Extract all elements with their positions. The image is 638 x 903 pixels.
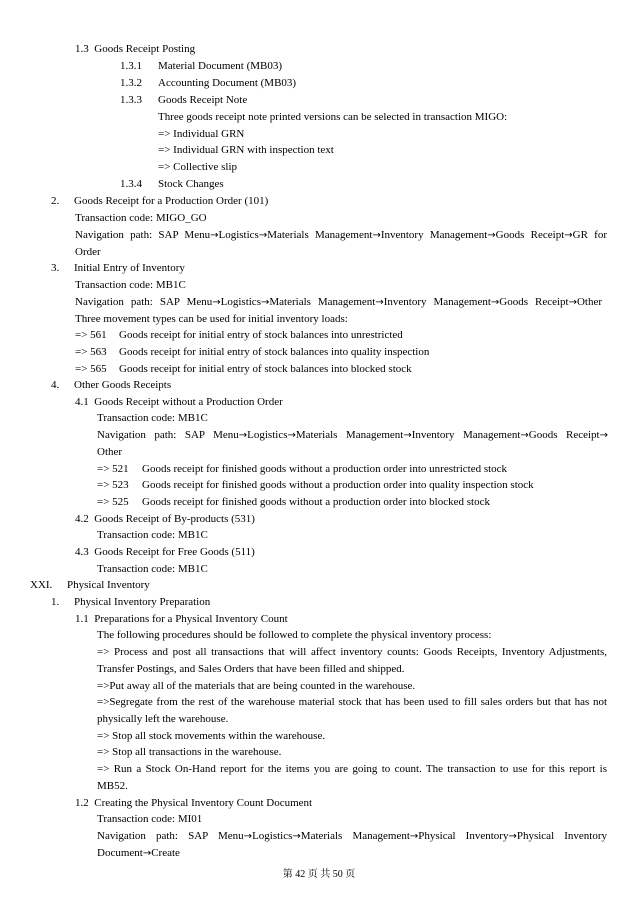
section-number: 1.1 (75, 613, 89, 625)
arrow-icon: → (487, 230, 496, 241)
section-number: 3. (51, 262, 60, 274)
section-4-3-heading (75, 545, 255, 559)
arrow-icon: → (210, 230, 219, 241)
navigation-path (75, 228, 607, 243)
nav-step: Materials Management (300, 830, 410, 842)
procedure-step: => Process and post all transactions that will affect inventory counts: Goods Receipts, Inventory Adjustments, (97, 646, 607, 658)
arrow-icon: → (490, 297, 500, 308)
navigation-path (75, 295, 602, 310)
section-title: Physical Inventory Preparation (74, 596, 211, 608)
transaction-code: Transaction code: MB1C (97, 563, 208, 575)
navigation-path-continued (97, 846, 180, 861)
transaction-code: Transaction code: MB1C (75, 279, 186, 291)
navigation-path-continued: Order (75, 246, 101, 258)
nav-step: Materials Management (267, 229, 373, 241)
transaction-code: Transaction code: MB1C (97, 412, 208, 424)
movement-type-row (97, 478, 534, 492)
subsection-title: Goods Receipt Note (158, 94, 248, 106)
procedure-step-continued: Transfer Postings, and Sales Orders that have been filled and shipped. (97, 663, 405, 675)
nav-step: Logistics (220, 296, 261, 308)
arrow-icon: → (243, 831, 253, 842)
nav-step: Inventory Management (383, 296, 491, 308)
nav-step: Inventory Management (411, 429, 521, 441)
section-number: 2. (51, 195, 60, 207)
movement-type-row (97, 462, 507, 476)
movement-type-row (75, 345, 429, 359)
section-1-heading (51, 595, 210, 609)
navigation-path-continued: Other (97, 446, 123, 458)
subsection-number: 1.3.4 (120, 178, 142, 190)
arrow-icon: → (260, 297, 270, 308)
procedure-step: => Stop all stock movements within the warehouse. (97, 730, 326, 742)
movement-code: => 525 (97, 496, 129, 508)
nav-step: Logistics (252, 830, 293, 842)
movement-intro: Three movement types can be used for initial inventory loads: (75, 313, 348, 325)
movement-text: Goods receipt for finished goods without a production order into quality inspection stock (142, 479, 534, 491)
nav-step: Goods Receipt (495, 229, 565, 241)
movement-code: => 521 (97, 463, 129, 475)
arrow-icon: → (375, 297, 384, 308)
section-number: 4.3 (75, 546, 89, 558)
subsection-1-3-4 (120, 177, 224, 191)
navigation-path (97, 428, 608, 443)
nav-step: Physical Inventory (516, 830, 608, 842)
section-4-2-heading (75, 512, 255, 526)
arrow-icon: → (403, 430, 412, 441)
nav-step: Logistics (218, 229, 259, 241)
nav-step: Physical Inventory (418, 830, 509, 842)
subsection-1-3-2 (120, 76, 296, 90)
section-title: Preparations for a Physical Inventory Count (94, 613, 288, 625)
arrow-icon: → (212, 297, 221, 308)
arrow-icon: → (599, 430, 608, 441)
movement-code: => 565 (75, 363, 107, 375)
movement-code: => 561 (75, 329, 107, 341)
grn-option: => Individual GRN with inspection text (158, 144, 334, 156)
nav-prefix: Navigation path: SAP Menu (97, 830, 244, 842)
transaction-code: Transaction code: MB1C (97, 529, 208, 541)
movement-type-row (75, 362, 412, 376)
section-title: Creating the Physical Inventory Count Document (94, 797, 313, 809)
nav-step: Logistics (247, 429, 288, 441)
subsection-number: 1.3.2 (120, 77, 142, 89)
section-1-2-heading (75, 796, 312, 810)
nav-step: Create (151, 847, 180, 859)
subsection-title: Stock Changes (158, 178, 224, 190)
subsection-number: 1.3.1 (120, 60, 142, 72)
section-number: 1. (51, 596, 60, 608)
movement-text: Goods receipt for finished goods without a production order into blocked stock (142, 496, 490, 508)
movement-text: Goods receipt for initial entry of stock balances into quality inspection (119, 346, 430, 358)
transaction-code: Transaction code: MIGO_GO (75, 212, 207, 224)
subsection-number: 1.3.3 (120, 94, 142, 106)
nav-step: Other (576, 296, 603, 308)
chapter-number: XXI. (30, 579, 53, 591)
subsection-1-3-3 (120, 93, 247, 107)
nav-step: GR for (572, 229, 608, 241)
section-1-3-heading (75, 42, 195, 56)
nav-step: Inventory Management (380, 229, 488, 241)
grn-option: => Collective slip (158, 161, 238, 173)
section-1-1-heading (75, 612, 288, 626)
arrow-icon: → (142, 848, 152, 859)
arrow-icon: → (520, 430, 529, 441)
section-title: Initial Entry of Inventory (74, 262, 185, 274)
grn-note: Three goods receipt note printed versions can be selected in transaction MIGO: (158, 111, 508, 123)
section-3-heading (51, 261, 185, 275)
section-number: 1.2 (75, 797, 89, 809)
section-title: Goods Receipt Posting (94, 43, 196, 55)
section-title: Other Goods Receipts (74, 379, 172, 391)
chapter-title: Physical Inventory (67, 579, 150, 591)
section-number: 4. (51, 379, 60, 391)
arrow-icon: → (568, 297, 577, 308)
navigation-path (97, 829, 607, 844)
movement-code: => 563 (75, 346, 107, 358)
movement-text: Goods receipt for initial entry of stock balances into blocked stock (119, 363, 412, 375)
nav-step: Goods Receipt (528, 429, 600, 441)
subsection-title: Material Document (MB03) (158, 60, 283, 72)
arrow-icon: → (564, 230, 573, 241)
arrow-icon: → (372, 230, 381, 241)
section-number: 1.3 (75, 43, 89, 55)
procedure-step-continued: MB52. (97, 780, 128, 792)
arrow-icon: → (409, 831, 419, 842)
procedure-step: =>Segregate from the rest of the warehouse material stock that has been used to fill sales orders but that has not (97, 696, 607, 708)
transaction-code: Transaction code: MI01 (97, 813, 203, 825)
section-title: Goods Receipt of By-products (531) (94, 513, 255, 525)
nav-prefix: Navigation path: SAP Menu (75, 229, 211, 241)
section-4-heading (51, 378, 171, 392)
arrow-icon: → (508, 831, 517, 842)
section-title: Goods Receipt without a Production Order (94, 396, 283, 408)
procedure-intro: The following procedures should be followed to complete the physical inventory process: (97, 629, 492, 641)
subsection-title: Accounting Document (MB03) (158, 77, 297, 89)
movement-type-row (75, 328, 403, 342)
grn-option: => Individual GRN (158, 128, 245, 140)
subsection-1-3-1 (120, 59, 282, 73)
section-title: Goods Receipt for Free Goods (511) (94, 546, 255, 558)
procedure-step: => Run a Stock On-Hand report for the items you are going to count. The transaction to use for this report is (97, 763, 607, 775)
arrow-icon: → (258, 230, 268, 241)
page-footer: 第 42 页 共 50 页 (282, 869, 356, 880)
section-number: 4.1 (75, 396, 89, 408)
chapter-heading (30, 578, 150, 592)
nav-step: Document (97, 847, 143, 859)
procedure-step: => Stop all transactions in the warehouse. (97, 746, 282, 758)
movement-code: => 523 (97, 479, 129, 491)
section-title: Goods Receipt for a Production Order (101) (74, 195, 269, 207)
arrow-icon: → (292, 831, 301, 842)
procedure-step: =>Put away all of the materials that are being counted in the warehouse. (97, 680, 416, 692)
nav-step: Materials Management (269, 296, 376, 308)
section-4-1-heading (75, 395, 283, 409)
arrow-icon: → (287, 430, 296, 441)
movement-type-row (97, 495, 490, 509)
nav-step: Goods Receipt (499, 296, 569, 308)
procedure-step-continued: physically left the warehouse. (97, 713, 229, 725)
nav-step: Materials Management (295, 429, 404, 441)
arrow-icon: → (238, 430, 248, 441)
nav-prefix: Navigation path: SAP Menu (97, 429, 239, 441)
section-2-heading (51, 194, 268, 208)
movement-text: Goods receipt for finished goods without a production order into unrestricted stock (142, 463, 508, 475)
nav-prefix: Navigation path: SAP Menu (75, 296, 213, 308)
movement-text: Goods receipt for initial entry of stock balances into unrestricted (119, 329, 403, 341)
section-number: 4.2 (75, 513, 89, 525)
